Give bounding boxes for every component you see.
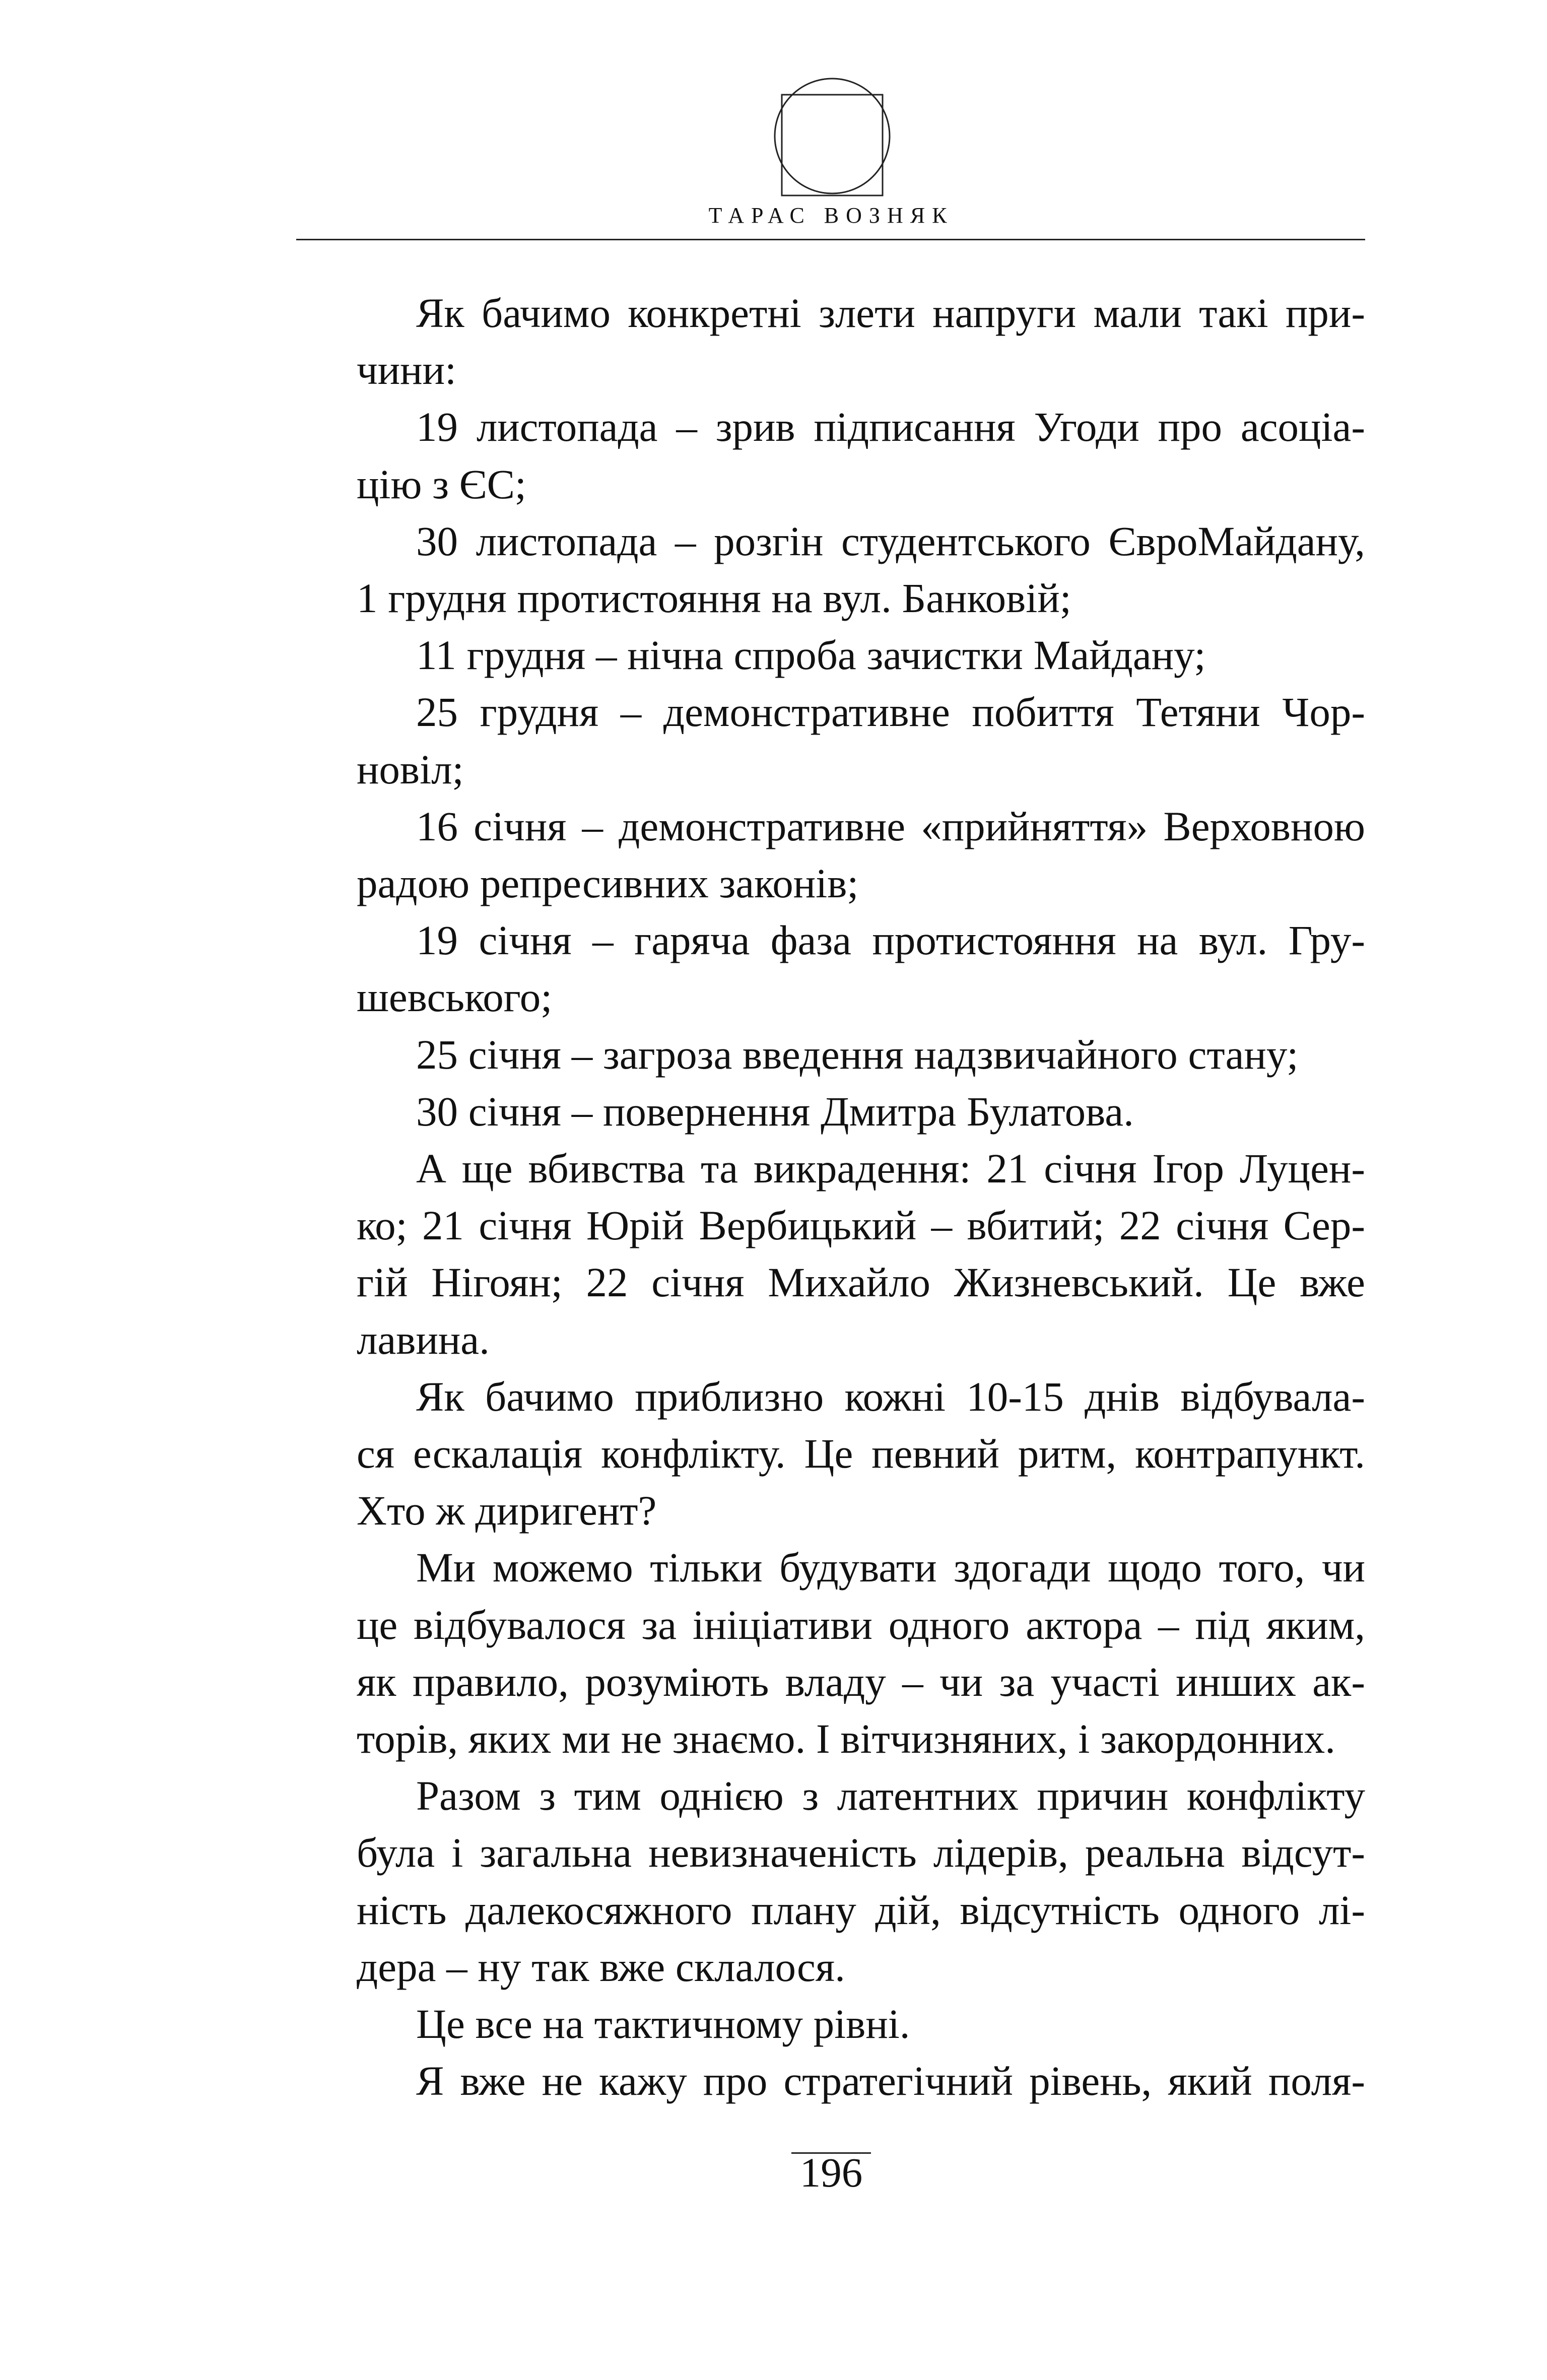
paragraph [297, 1368, 1365, 1540]
text-line: А ще вбивства та викрадення: 21 січня Ігор Луцен- [416, 1145, 1365, 1192]
text-line: 11 грудня – нічна спроба зачистки Майдану; [416, 632, 1206, 679]
text-line: була і загальна невизначеність лідерів, реальна відсут- [357, 1829, 1365, 1876]
text-line: 25 грудня – демонстративне побиття Тетяни Чор- [416, 689, 1365, 736]
text-line: Разом з тим однією з латентних причин конфлікту [416, 1772, 1365, 1819]
text-line: торів, яких ми не знаємо. І вітчизняних, і закордонних. [357, 1715, 1335, 1762]
text-line: чини: [357, 347, 457, 393]
paragraph [297, 1767, 1365, 1996]
paragraph [297, 684, 1365, 798]
text-line: Як бачимо конкретні злети напруги мали такі при- [416, 290, 1365, 336]
paragraph [297, 1140, 1365, 1368]
text-line: 19 січня – гаряча фаза протистояння на вул. Гру- [416, 917, 1365, 964]
paragraph [297, 1026, 1365, 1083]
paragraph [297, 1083, 1365, 1140]
text-line: Як бачимо приблизно кожні 10-15 днів відбувала- [416, 1373, 1365, 1420]
body-text [297, 285, 1365, 2110]
paragraph [297, 285, 1365, 399]
text-line: 25 січня – загроза введення надзвичайного стану; [416, 1031, 1299, 1078]
text-line: 1 грудня протистояння на вул. Банковій; [357, 575, 1071, 622]
text-line: радою репресивних законів; [357, 860, 859, 907]
running-head: ТАРАС ВОЗНЯК [708, 203, 954, 228]
text-line: як правило, розуміють владу – чи за участі инших ак- [357, 1658, 1365, 1705]
paragraph [297, 399, 1365, 512]
text-line: це відбувалося за ініціативи одного актора – під яким, [357, 1601, 1365, 1648]
text-line: Це все на тактичному рівні. [416, 2001, 910, 2047]
text-line: новіл; [357, 746, 464, 792]
text-line: дера – ну так вже склалося. [357, 1943, 845, 1990]
paragraph [297, 2053, 1365, 2109]
paragraph [297, 912, 1365, 1026]
header-rule [296, 239, 1365, 240]
text-line: лавина. [357, 1316, 490, 1363]
paragraph [297, 798, 1365, 912]
text-line: Ми можемо тільки будувати здогади щодо того, чи [416, 1544, 1365, 1591]
paragraph [297, 1996, 1365, 2053]
page-number: 196 [799, 2149, 863, 2196]
text-line: Хто ж диригент? [357, 1487, 657, 1534]
text-line: ність далекосяжного плану дій, відсутність одного лі- [357, 1886, 1365, 1933]
text-line: 16 січня – демонстративне «прийняття» Верховною [416, 803, 1365, 849]
text-line: гій Нігоян; 22 січня Михайло Жизневський. Це вже [357, 1259, 1365, 1306]
text-line: ко; 21 січня Юрій Вербицький – вбитий; 22 січня Сер- [357, 1202, 1365, 1249]
text-line: 30 листопада – розгін студентського ЄвроМайдану, [416, 517, 1365, 564]
paragraph [297, 513, 1365, 627]
text-line: шевського; [357, 974, 553, 1021]
text-line: цію з ЄС; [357, 460, 526, 507]
text-line: Я вже не кажу про стратегічний рівень, який поля- [416, 2058, 1365, 2104]
text-line: ся ескалація конфлікту. Це певний ритм, контрапункт. [357, 1430, 1365, 1477]
circle-square-logo-icon [772, 76, 893, 196]
text-line: 19 листопада – зрив підписання Угоди про асоціа- [416, 404, 1365, 450]
text-line: 30 січня – повернення Дмитра Булатова. [416, 1088, 1134, 1135]
paragraph [297, 627, 1365, 684]
paragraph [297, 1539, 1365, 1767]
